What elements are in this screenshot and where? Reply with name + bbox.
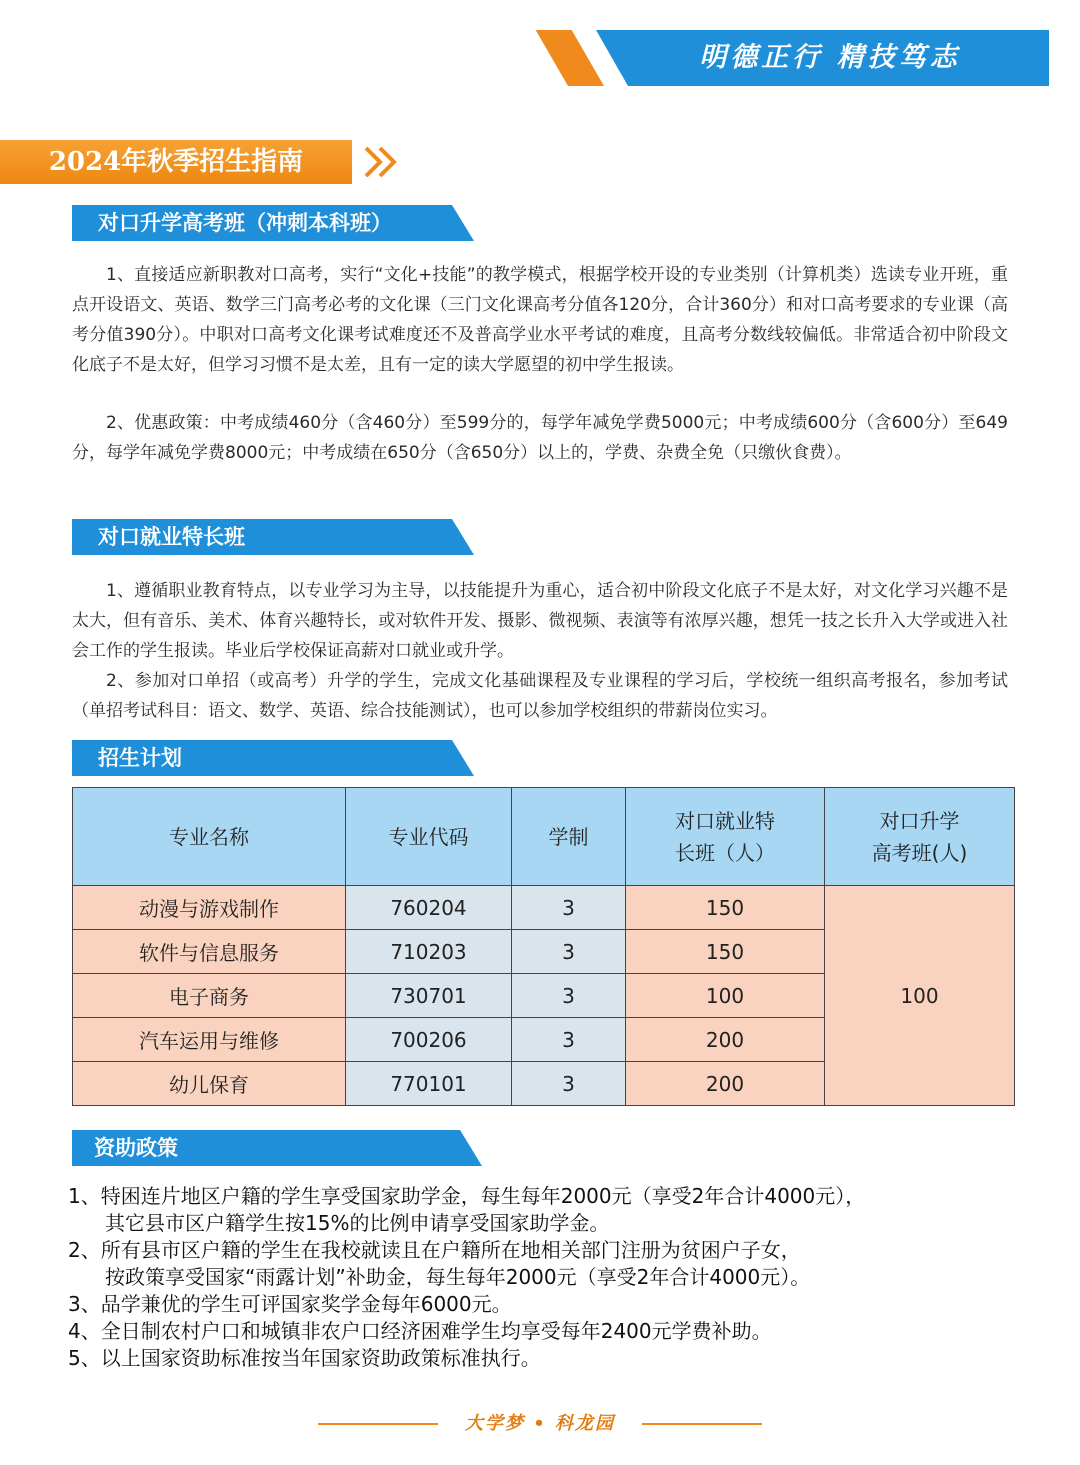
major-name: 汽车运用与维修 <box>73 1018 346 1062</box>
motto-text: 明德正行 精技笃志 <box>699 42 961 73</box>
major-name: 软件与信息服务 <box>73 930 346 974</box>
enrollment-plan-table <box>72 787 1015 1106</box>
footer-slogan: 大学梦 • 科龙园 <box>464 1413 616 1434</box>
aid-item-3 <box>68 1291 1018 1318</box>
guide-title: 2024年秋季招生指南 <box>48 147 304 177</box>
section-title-enrollment-plan: 招生计划 <box>98 746 182 770</box>
college-class-paragraph-2: 2、优惠政策：中考成绩460分（含460分）至599分的，每学年减免学费5000元；中考成绩600分（含600分）至649分，每学年减免学费8000元；中考成绩在650分（含650分）以上的，学费、杂费全免（只缴伙食费）。 <box>72 413 1008 463</box>
aid-item-2-line-2: 按政策享受国家“雨露计划”补助金，每生每年2000元（享受2年合计4000元）。 <box>105 1265 811 1289</box>
aid-item-5-line-1: 5、以上国家资助标准按当年国家资助政策标准执行。 <box>68 1346 541 1370</box>
section-title-employment-class: 对口就业特长班 <box>98 525 245 549</box>
employment-class-paragraph-2: 2、参加对口单招（或高考）升学的学生，完成文化基础课程及专业课程的学习后，学校统一组织高考报名，参加考试（单招考试科目：语文、数学、英语、综合技能测试），也可以参加学校组织的带薪岗位实习。 <box>72 671 1008 721</box>
college-class-paragraph-1: 1、直接适应新职教对口高考，实行“文化+技能”的教学模式，根据学校开设的专业类别（计算机类）选读专业开班，重点开设语文、英语、数学三门高考必考的文化课（三门文化课高考分值各120分，合计360分）和对口高考要求的专业课（高考分值390分）。中职对口高考文化课考试难度还不及普高学业水平考试的难度，且高考分数线较偏低。非常适合初中阶段文化底子不是太好，但学习习惯不是太差，且有一定的读大学愿望的初中学生报读。 <box>72 265 1008 375</box>
aid-item-3-line-1: 3、品学兼优的学生可评国家奖学金每年6000元。 <box>68 1292 512 1316</box>
header-employment-line-2: 长班（人） <box>675 840 775 865</box>
aid-item-4 <box>68 1318 1018 1345</box>
major-code: 730701 <box>346 974 512 1018</box>
header-duration: 学制 <box>512 788 626 886</box>
major-duration: 3 <box>512 886 626 930</box>
footer-line-right <box>642 1423 762 1425</box>
major-duration: 3 <box>512 1062 626 1106</box>
employment-quota: 150 <box>626 886 825 930</box>
major-code: 760204 <box>346 886 512 930</box>
major-name: 动漫与游戏制作 <box>73 886 346 930</box>
employment-quota: 200 <box>626 1062 825 1106</box>
employment-class-paragraph-1: 1、遵循职业教育特点，以专业学习为主导，以技能提升为重心，适合初中阶段文化底子不是太好，对文化学习兴趣不是太大，但有音乐、美术、体育兴趣特长，或对软件开发、摄影、微视频、表演等有浓厚兴趣，想凭一技之长升入大学或进入社会工作的学生报读。毕业后学校保证高薪对口就业或升学。 <box>72 581 1008 661</box>
aid-item-1-line-1: 1、特困连片地区户籍的学生享受国家助学金，每生每年2000元（享受2年合计4000元）， <box>68 1184 866 1208</box>
college-quota-total: 100 <box>825 886 1015 1106</box>
motto-orange-stripe <box>536 30 604 86</box>
header-major-code: 专业代码 <box>346 788 512 886</box>
employment-quota: 200 <box>626 1018 825 1062</box>
aid-item-1-line-2: 其它县市区户籍学生按15%的比例申请享受国家助学金。 <box>105 1211 610 1235</box>
aid-item-2 <box>68 1237 1018 1291</box>
header-major-name: 专业名称 <box>73 788 346 886</box>
header-college-line-1: 对口升学 <box>879 808 960 833</box>
employment-quota: 150 <box>626 930 825 974</box>
section-title-college-class: 对口升学高考班（冲刺本科班） <box>98 211 392 235</box>
major-duration: 3 <box>512 1018 626 1062</box>
header-college-line-2: 高考班(人) <box>871 840 968 865</box>
table-row <box>73 886 1015 930</box>
aid-item-2-line-1: 2、所有县市区户籍的学生在我校就读且在户籍所在地相关部门注册为贫困户子女， <box>68 1238 801 1262</box>
major-name: 电子商务 <box>73 974 346 1018</box>
major-code: 710203 <box>346 930 512 974</box>
major-name: 幼儿保育 <box>73 1062 346 1106</box>
footer-line-left <box>318 1423 438 1425</box>
major-duration: 3 <box>512 930 626 974</box>
major-code: 700206 <box>346 1018 512 1062</box>
header-employment-class <box>626 788 825 886</box>
aid-item-5 <box>68 1345 1018 1372</box>
double-chevron-icon <box>362 146 402 178</box>
aid-item-4-line-1: 4、全日制农村户口和城镇非农户口经济困难学生均享受每年2400元学费补助。 <box>68 1319 772 1343</box>
major-duration: 3 <box>512 974 626 1018</box>
section-title-financial-aid: 资助政策 <box>94 1136 178 1160</box>
table-header-row <box>73 788 1015 886</box>
header-college-class <box>825 788 1015 886</box>
employment-quota: 100 <box>626 974 825 1018</box>
header-employment-line-1: 对口就业特 <box>675 808 775 833</box>
major-code: 770101 <box>346 1062 512 1106</box>
aid-item-1 <box>68 1183 1018 1237</box>
